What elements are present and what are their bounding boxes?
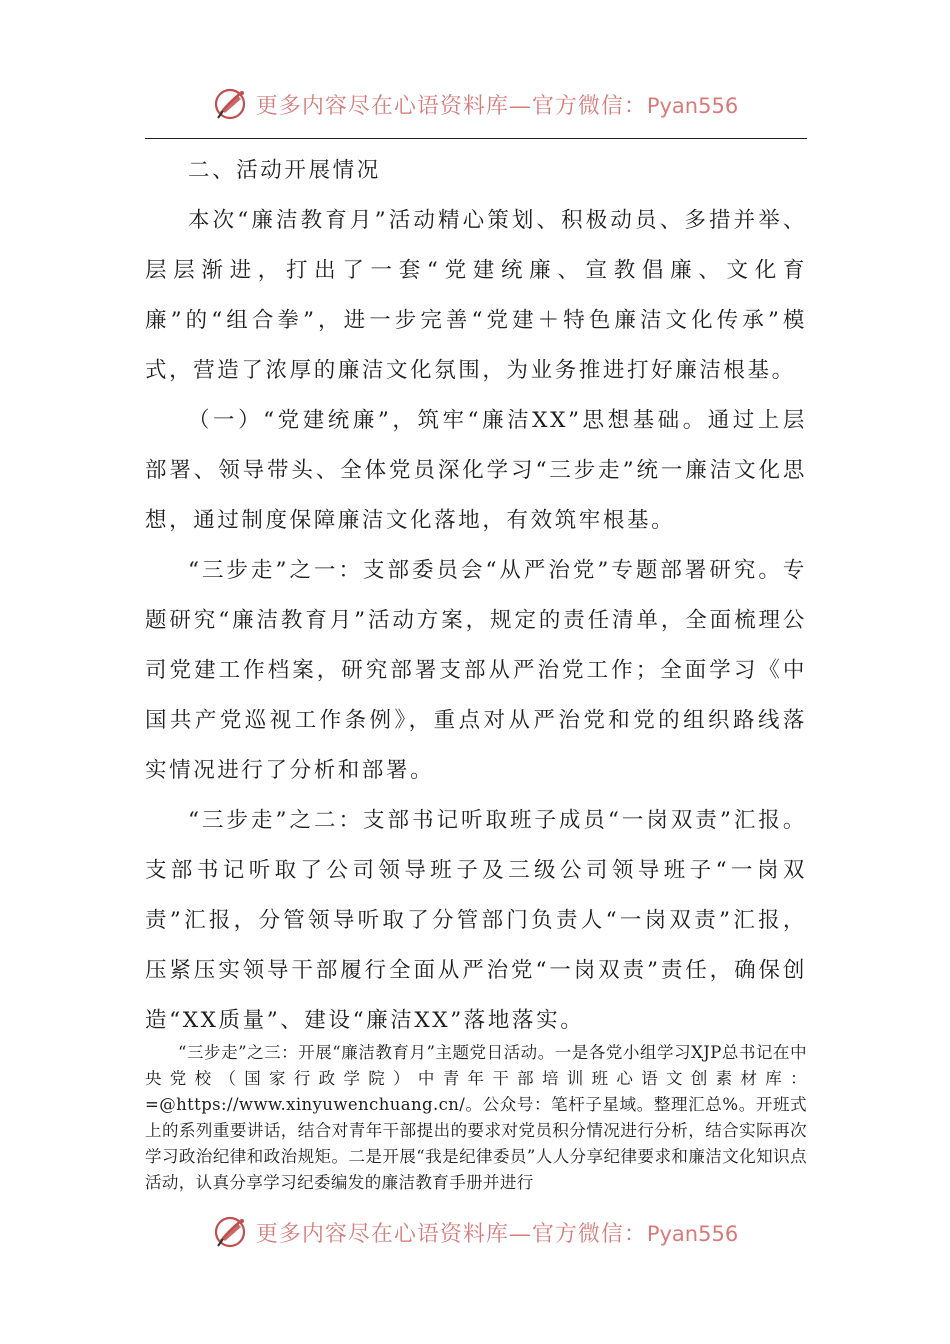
- footer-banner-text: [256, 1217, 738, 1248]
- paragraph-party-building: （一）“党建统廉”，筑牢“廉洁XX”思想基础。通过上层部署、领导带头、全体党员深化学习“三步走”统一廉洁文化思想，通过制度保障廉洁文化落地，有效筑牢根基。: [145, 408, 807, 533]
- document-body-small: [145, 1040, 807, 1196]
- pen-logo-icon: [212, 1212, 252, 1252]
- section-heading: 二、活动开展情况: [188, 158, 381, 183]
- pen-logo-icon: [212, 84, 252, 124]
- header-banner-text: [256, 89, 738, 120]
- document-body: [145, 146, 807, 1046]
- header-banner-wechat: Pyan556: [646, 93, 739, 118]
- footer-banner-wechat: Pyan556: [646, 1221, 739, 1246]
- header-banner-label: 更多内容尽在心语资料库—官方微信：: [255, 93, 647, 119]
- paragraph-intro: 本次“廉洁教育月”活动精心策划、积极动员、多措并举、层层渐进，打出了一套“党建统廉、宣教倡廉、文化育廉”的“组合拳”，进一步完善“党建＋特色廉洁文化传承”模式，营造了浓厚的廉洁文化氛围，为业务推进打好廉洁根基。: [145, 208, 807, 383]
- paragraph-step-three: “三步走”之三：开展“廉洁教育月”主题党日活动。一是各党小组学习XJP总书记在中央党校（国家行政学院）中青年干部培训班心语文创素材库：=@https://www.xinyuwenchuang.cn/。公众号：笔杆子星域。整理汇总%。开班式上的系列重要讲话，结合对青年干部提出的要求对党员积分情况进行分析，结合实际再次学习政治纪律和政治规矩。二是开展“我是纪律委员”人人分享纪律要求和廉洁文化知识点活动，认真分享学习纪委编发的廉洁教育手册并进行: [145, 1043, 807, 1192]
- footer-banner: [0, 1210, 950, 1254]
- header-banner: [0, 82, 950, 126]
- header-divider: [145, 138, 807, 139]
- paragraph-step-two: “三步走”之二：支部书记听取班子成员“一岗双责”汇报。支部书记听取了公司领导班子及三级公司领导班子“一岗双责”汇报，分管领导听取了分管部门负责人“一岗双责”汇报，压紧压实领导干部履行全面从严治党“一岗双责”责任，确保创造“XX质量”、建设“廉洁XX”落地落实。: [145, 808, 807, 1033]
- paragraph-step-one: “三步走”之一：支部委员会“从严治党”专题部署研究。专题研究“廉洁教育月”活动方案，规定的责任清单，全面梳理公司党建工作档案，研究部署支部从严治党工作；全面学习《中国共产党巡视工作条例》，重点对从严治党和党的组织路线落实情况进行了分析和部署。: [145, 558, 807, 783]
- footer-banner-label: 更多内容尽在心语资料库—官方微信：: [255, 1221, 647, 1247]
